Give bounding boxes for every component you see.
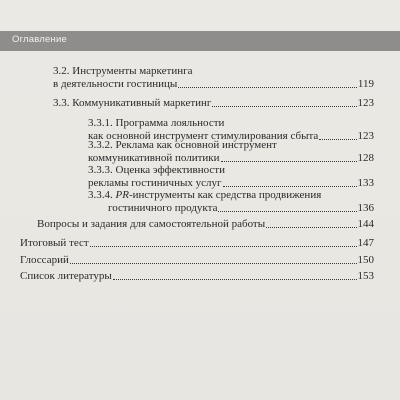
- toc-entry: [20, 237, 374, 250]
- toc-page-number: 133: [357, 177, 374, 189]
- toc-entry: [88, 202, 374, 215]
- dot-leader: [319, 138, 356, 140]
- toc-entry: [37, 218, 374, 231]
- toc-entry-text: Вопросы и задания для самостоятельной работы: [37, 218, 266, 230]
- toc-entry-text: 3.3.4. PR-инструменты как средства продвижения: [88, 189, 322, 201]
- dot-leader: [178, 86, 357, 88]
- toc-page-number: 123: [357, 97, 374, 109]
- toc-entry-text: коммуникативной политики: [88, 152, 220, 164]
- toc-page-number: 144: [357, 218, 374, 230]
- dot-leader: [90, 245, 357, 247]
- toc-entry-text: 3.2. Инструменты маркетинга: [53, 65, 193, 77]
- toc-page-number: 123: [357, 130, 374, 142]
- toc-page-number: 136: [357, 202, 374, 214]
- dot-leader: [266, 226, 356, 228]
- toc-page-number: 150: [357, 254, 374, 266]
- toc-entry-text: как основной инструмент стимулирования сбыта: [88, 130, 319, 142]
- toc-entry-text: 3.3.3. Оценка эффективности: [88, 164, 225, 176]
- toc-entry-text: в деятельности гостиницы: [53, 78, 178, 90]
- toc-entry-text: рекламы гостиничных услуг: [88, 177, 222, 189]
- toc-entry-text: Итоговый тест: [20, 237, 89, 249]
- toc-page-number: 153: [357, 270, 374, 282]
- dot-leader: [218, 210, 356, 212]
- dot-leader: [212, 105, 356, 107]
- dot-leader: [70, 262, 357, 264]
- toc-entry: [20, 254, 374, 267]
- toc-page-number: 128: [357, 152, 374, 164]
- header-title: Оглавление: [12, 34, 67, 45]
- toc-page-number: 147: [357, 237, 374, 249]
- toc-entry: [53, 97, 374, 110]
- toc-page-number: 119: [357, 78, 374, 90]
- toc-entry-text: гостиничного продукта: [108, 202, 218, 214]
- toc-entry-text: Глоссарий: [20, 254, 69, 266]
- dot-leader: [221, 160, 357, 162]
- toc-entry-text: 3.3.1. Программа лояльности: [88, 117, 225, 129]
- dot-leader: [223, 185, 357, 187]
- toc-entry-text: 3.3.2. Реклама как основной инструмент: [88, 139, 277, 151]
- toc-entry: [53, 78, 374, 91]
- dot-leader: [113, 278, 357, 280]
- toc-entry-text: 3.3. Коммуникативный маркетинг: [53, 97, 212, 109]
- toc-entry: [20, 270, 374, 283]
- toc-entry-text: Список литературы: [20, 270, 112, 282]
